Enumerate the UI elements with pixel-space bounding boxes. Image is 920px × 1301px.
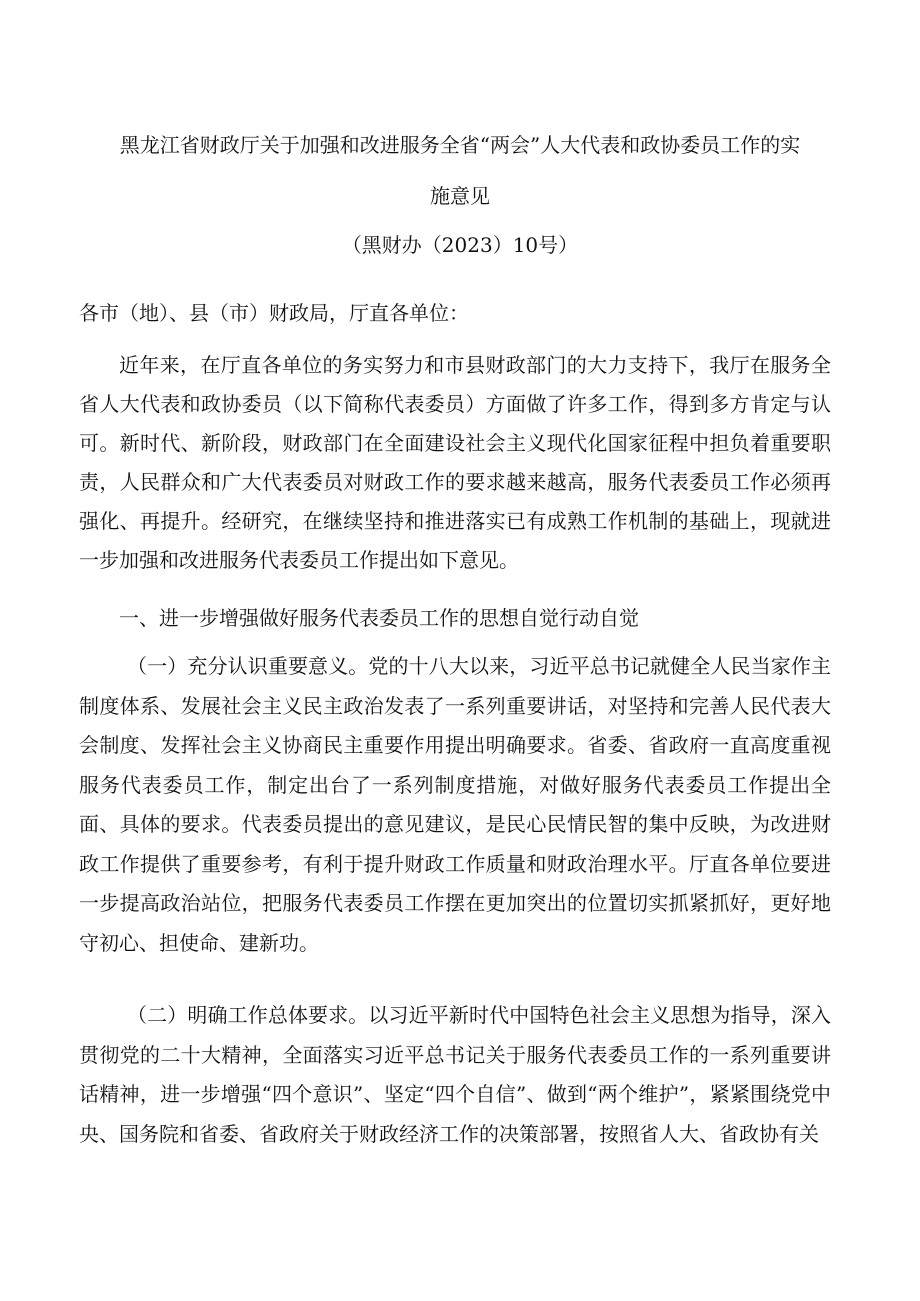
intro-paragraph: 近年来，在厅直各单位的务实努力和市县财政部门的大力支持下，我厅在服务全省人大代表和政协委员（以下简称代表委员）方面做了许多工作，得到多方肯定与认可。新时代、新阶段，财政部门在全面建设社会主义现代化国家征程中担负着重要职责，人民群众和广大代表委员对财政工作的要求越来越高，服务代表委员工作必须再强化、再提升。经研究，在继续坚持和推进落实已有成熟工作机制的基础上，现就进一步加强和改进服务代表委员工作提出如下意见。	[79, 353, 831, 572]
item-2-paragraph: （二）明确工作总体要求。以习近平新时代中国特色社会主义思想为指导，深入贯彻党的二十大精神，全面落实习近平总书记关于服务代表委员工作的一系列重要讲话精神，进一步增强“四个意识”、坚定“四个自信”、做到“两个维护”，紧紧围绕党中央、国务院和省委、省政府关于财政经济工作的决策部署，按照省人大、省政协有关	[79, 1003, 831, 1146]
document-title-line-1: 黑龙江省财政厅关于加强和改进服务全省“两会”人大代表和政协委员工作的实	[119, 133, 801, 157]
salutation: 各市（地）、县（市）财政局，厅直各单位：	[79, 301, 469, 325]
section-1-heading: 一、进一步增强做好服务代表委员工作的思想自觉行动自觉	[119, 606, 639, 630]
document-title-line-2: 施意见	[430, 184, 490, 208]
item-1-paragraph: （一）充分认识重要意义。党的十八大以来，习近平总书记就健全人民当家作主制度体系、发展社会主义民主政治发表了一系列重要讲话，对坚持和完善人民代表大会制度、发挥社会主义协商民主重要作用提出明确要求。省委、省政府一直高度重视服务代表委员工作，制定出台了一系列制度措施，对做好服务代表委员工作提出全面、具体的要求。代表委员提出的意见建议，是民心民情民智的集中反映，为改进财政工作提供了重要参考，有利于提升财政工作质量和财政治理水平。厅直各单位要进一步提高政治站位，把服务代表委员工作摆在更加突出的位置切实抓紧抓好，更好地守初心、担使命、建新功。	[79, 654, 831, 955]
document-number: （黑财办（2023）10号）	[341, 233, 579, 257]
